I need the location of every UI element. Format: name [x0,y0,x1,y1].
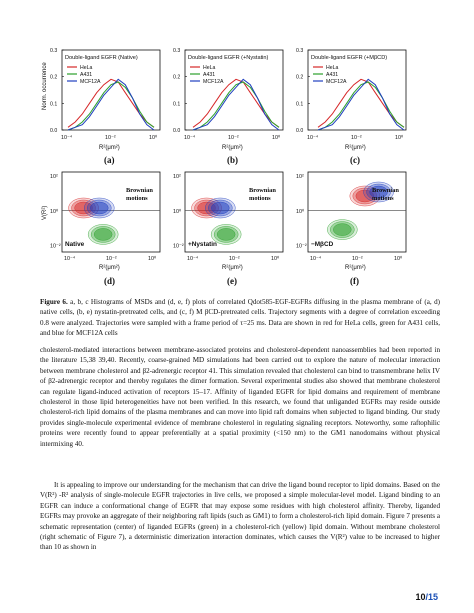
ytick-bottom-0-2: 10⁻² [50,243,61,250]
ylabel-top: Norm. occurrence [42,62,48,110]
legend-label-1-0: HeLa [203,65,216,71]
xlabel-bottom-1: R²(μm²) [222,265,243,271]
density-blob-0-2-1 [94,228,112,240]
ytick-bottom-0-1: 10⁰ [50,208,59,215]
condition-label-0: Native [65,241,85,248]
xtick-top-1-0: 10⁻⁴ [184,135,196,141]
annotation-2-0: Brownian [372,187,399,194]
legend-label-0-0: HeLa [80,65,93,71]
hist-curve-1-2 [193,79,279,130]
xlabel-top-0: R²(μm²) [99,145,120,151]
ytick-top-2-2: 0.1 [296,101,304,108]
hist-curve-0-0 [68,79,154,127]
hist-frame-2 [308,50,406,130]
ytick-bottom-1-2: 10⁻² [173,243,184,250]
panel-label-(d): (d) [104,276,115,286]
legend-label-2-0: HeLa [326,65,339,71]
condition-label-2: −MβCD [311,241,334,248]
legend-label-1-2: MCF12A [203,79,224,85]
xtick-top-0-0: 10⁻⁴ [61,135,73,141]
annotation-1-0: Brownian [249,187,276,194]
density-blob-1-2-1 [217,228,235,240]
hist-title-0: Double-ligand EGFR (Native) [65,55,138,61]
hist-title-1: Double-ligand EGFR (+Nystatin) [188,55,269,61]
caption-text: a, b, c Histograms of MSDs and (d, e, f) plots of correlated Qdot585-EGF-EGFRs diffusing in the plasma membrane of (a, d) native cells, (b, e) nystatin-pretreated cells, and (c, f) M βCD-pretreated cells. Trajectory segments with a degree of correlation exceeding 0.8 were analyzed. Trajectories were sampled with a frame period of τ=25 ms. Data are shown in red for HeLa cells, green for A431 cells, and blue for MCF12A cells [40,298,440,338]
xtick-bottom-1-0: 10⁻⁴ [187,256,199,262]
legend-label-2-2: MCF12A [326,79,347,85]
figure-6 [0,0,474,300]
hist-curve-2-2 [318,79,404,130]
xtick-bottom-2-1: 10⁻² [352,256,363,262]
ytick-top-0-3: 0.0 [50,128,58,134]
ytick-top-1-2: 0.1 [173,101,181,108]
panel-label-(e): (e) [227,276,237,286]
panel-label-(f): (f) [350,276,359,286]
page-separator: / [425,592,428,602]
ytick-top-0-2: 0.1 [50,101,58,108]
density-frame-2 [308,172,406,252]
legend-label-0-1: A431 [80,72,93,78]
ytick-bottom-2-1: 10⁰ [296,208,305,215]
xtick-bottom-0-2: 10⁰ [148,256,157,262]
xtick-bottom-2-2: 10⁰ [394,256,403,262]
xlabel-bottom-2: R²(μm²) [345,265,366,271]
xtick-top-1-1: 10⁻² [228,135,239,141]
hist-curve-0-2 [68,79,154,130]
ytick-top-1-0: 0.3 [173,48,181,54]
xtick-bottom-0-0: 10⁻⁴ [64,256,76,262]
xtick-bottom-1-1: 10⁻² [229,256,240,262]
xtick-top-1-2: 10⁰ [272,135,281,141]
ytick-bottom-0-0: 10² [50,174,58,180]
xtick-top-2-2: 10⁰ [395,135,404,141]
xtick-bottom-2-0: 10⁻⁴ [310,256,322,262]
xtick-top-2-0: 10⁻⁴ [307,135,319,141]
ytick-top-2-0: 0.3 [296,48,304,54]
caption-lead: Figure 6. [40,298,68,306]
ytick-bottom-2-2: 10⁻² [296,243,307,250]
hist-title-2: Double-ligand EGFR (+MβCD) [311,55,388,61]
xlabel-bottom-0: R²(μm²) [99,265,120,271]
panel-label-(b): (b) [227,155,238,165]
ytick-top-1-1: 0.2 [173,74,181,81]
legend-label-2-1: A431 [326,72,339,78]
density-blob-1-1-1 [211,202,229,214]
ytick-top-2-1: 0.2 [296,74,304,81]
xtick-bottom-1-2: 10⁰ [271,256,280,262]
legend-label-1-1: A431 [203,72,216,78]
page-number [415,592,438,602]
hist-curve-1-1 [193,82,279,130]
body-paragraph-1: cholesterol-mediated interactions between membrane-associated proteins and cholesterol-dependent nanoassemblies had been reported in the literature 15,38 39,40. Recently, coarse-grained MD simulations had been carried out to explore the nature of molecular interaction between membrane cholesterol and β2-adrenergic receptor 41. This simulation revealed that cholesterol can bind to transmembrane helix IV of β2-adrenergic receptor and thereby regulates the dimer formation. Several experimental studies also showed that membrane cholesterol can regulate ligand-induced activation of receptors 15–17. Affinity of liganded EGFR for lipid domains and requirement of membrane cholesterol in those lipid heterogeneities have not been verified. In this research, we found that unliganded EGFRs may reside outside cholesterol-rich lipid domains of the plasma membranes and can move into lipid raft domains when subjected to ligand binding. Our study provides single-molecule experimental evidence of membrane cholesterol in regulating signaling receptors. Noteworthy, some raftophilic proteins were recently found to appear preferentially at a spatial proximity (<150 nm) to the GM1 nanodomains without physical intermixing 40. [40,346,440,448]
annotation-0-1: motions [126,195,148,202]
ytick-top-0-0: 0.3 [50,48,58,54]
figure-caption [40,297,440,339]
xlabel-top-1: R²(μm²) [222,145,243,151]
ylabel-bottom: V(R²) [42,205,48,220]
xtick-bottom-0-1: 10⁻² [106,256,117,262]
page-total: 15 [427,592,438,602]
density-blob-0-1-1 [90,202,108,214]
density-blob-2-2-1 [333,224,351,236]
annotation-2-1: motions [372,195,394,202]
hist-frame-0 [62,50,160,130]
body-paragraph-2: It is appealing to improve our understanding for the mechanism that can drive the ligand bound receptor to lipid domains. Based on the V(R²) -R² analysis of single-molecule EGFR trajectories in live cells, we proposed a simple molecular-level model. Ligand binding to an EGFR can induce a conformational change of EGFR that may expose some residues with high cholesterol affinity. Thereby, liganded EGFRs may provoke an aggregate of their neighboring raft lipids (such as GM1) to form a cholesterol-rich lipid domain. Figure 7 presents a schematic representation (center) of liganded EGFRs (green) in a cholesterol-rich (yellow) lipid domain. Without membrane cholesterol (right schematic of Figure 7), a deterministic dimerization interaction dominates, which causes the V(R²) value to be increased to higher than 10 as shown in [40,481,440,552]
panel-label-(a): (a) [104,155,115,165]
xtick-top-2-1: 10⁻² [351,135,362,141]
annotation-0-0: Brownian [126,187,153,194]
ytick-bottom-2-0: 10² [296,174,304,180]
hist-curve-2-0 [318,79,404,127]
ytick-bottom-1-1: 10⁰ [173,208,182,215]
ytick-bottom-1-0: 10² [173,174,181,180]
xtick-top-0-2: 10⁰ [149,135,158,141]
condition-label-1: +Nystatin [188,241,217,248]
xlabel-top-2: R²(μm²) [345,145,366,151]
hist-curve-2-1 [318,82,404,130]
hist-curve-1-0 [193,79,279,127]
legend-label-0-2: MCF12A [80,79,101,85]
ytick-top-1-3: 0.0 [173,128,181,134]
annotation-1-1: motions [249,195,271,202]
ytick-top-2-3: 0.0 [296,128,304,134]
page-current: 10 [415,592,426,602]
ytick-top-0-1: 0.2 [50,74,58,81]
xtick-top-0-1: 10⁻² [105,135,116,141]
hist-curve-0-1 [68,82,154,130]
figure-graphics [0,0,474,300]
panel-label-(c): (c) [350,155,360,165]
